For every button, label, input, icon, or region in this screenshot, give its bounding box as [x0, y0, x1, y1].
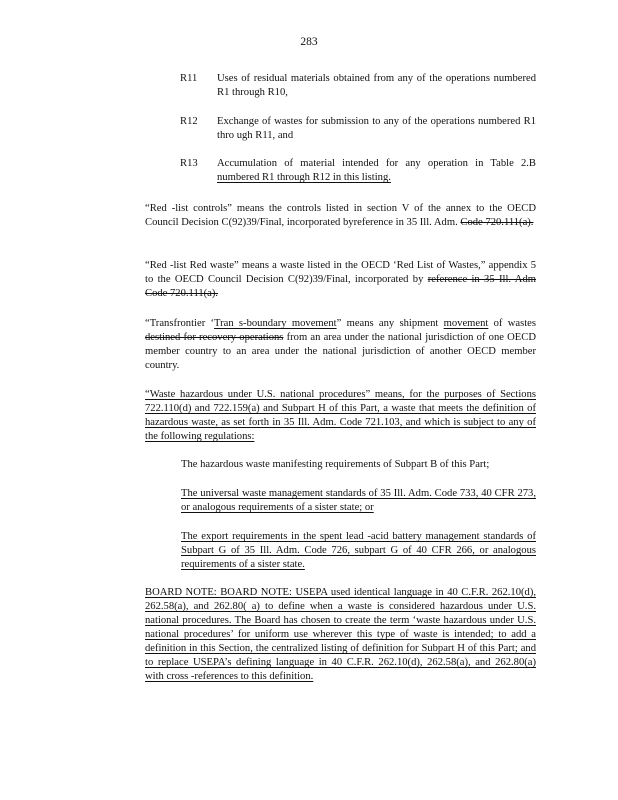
definition-text: “Transfrontier ‘: [145, 318, 215, 329]
definition-text: “Red -list Red waste” means a waste listed in the OECD ‘Red List of Wastes,” appendix 5 to the OECD Council Decision C(92)39/Final, incorporated by: [145, 260, 536, 285]
inserted-text: Tran s-boundary movement: [214, 318, 337, 329]
deleted-text: reference in 35 Ill. Adm Code 720.111(a).: [145, 274, 536, 299]
definition-text: ” means any shipment: [336, 318, 439, 329]
inserted-text: movement: [443, 318, 489, 329]
definition-text: from an area under the national jurisdiction of one OECD member country to an area under the national jurisdiction of another OECD member country.: [145, 332, 536, 371]
deleted-text: destined for recovery operations: [145, 332, 284, 343]
item-text: Exchange of wastes for submission to any of the operations numbered R1 thro ugh R11, and: [217, 116, 536, 141]
definition-red-list-controls: [145, 202, 536, 230]
page-number: 283: [300, 36, 318, 48]
list-item-r13: [180, 157, 536, 185]
deleted-text: Code 720.111(a).: [460, 217, 534, 228]
definition-red-list-waste: [145, 259, 536, 301]
item-code: R12: [180, 116, 198, 127]
definition-transfrontier: [145, 317, 536, 373]
regulation-item: The export requirements in the spent lead -acid battery management standards of Subpart G of 35 Ill. Adm. Code 726, subpart G of 40 CFR 266, or analogous requirements of a sister state.: [181, 531, 536, 570]
regulation-item: The universal waste management standards of 35 Ill. Adm. Code 733, 40 CFR 273, or analogous requirements of a sister state; or: [181, 488, 536, 513]
definition-waste-hazardous: “Waste hazardous under U.S. national procedures” means, for the purposes of Sections 722.110(d) and 722.159(a) and Subpart H of this Part, a waste that meets the definition of hazardous waste, as set forth in 35 Ill. Adm. Code 721.103, and which is subject to any of the following regulations:: [145, 389, 536, 442]
board-note: BOARD NOTE: BOARD NOTE: USEPA used identical language in 40 C.F.R. 262.10(d), 262.58(a), and 262.80( a) to define when a waste is considered hazardous under U.S. national procedures. The Board has chosen to create the term ‘waste hazardous under U.S. national procedures’ for uniform use wherever this type of waste is intended; to add a definition in this Section, the centralized listing of definition for Subpart H of this Part; and to replace USEPA’s defining language in 40 C.F.R. 262.10(d), 262.58(a), and 262.80(a) with cross -references to this definition.: [145, 587, 536, 682]
list-item-r12: [180, 115, 536, 143]
definition-text: of wastes: [493, 318, 536, 329]
inserted-text: numbered R1 through R12 in this listing.: [217, 172, 391, 183]
item-text: Uses of residual materials obtained from any of the operations numbered R1 through R10,: [217, 73, 536, 98]
regulation-item: The hazardous waste manifesting requirements of Subpart B of this Part;: [181, 459, 490, 470]
definition-text: “Red -list controls” means the controls listed in section V of the annex to the OECD Council Decision C(92)39/Final, incorporated byreference in 35 Ill. Adm.: [145, 203, 536, 228]
list-item-r11: [180, 72, 536, 100]
item-code: R11: [180, 73, 198, 84]
item-text: Accumulation of material intended for any operation in Table 2.B: [217, 158, 536, 169]
item-code: R13: [180, 158, 198, 169]
